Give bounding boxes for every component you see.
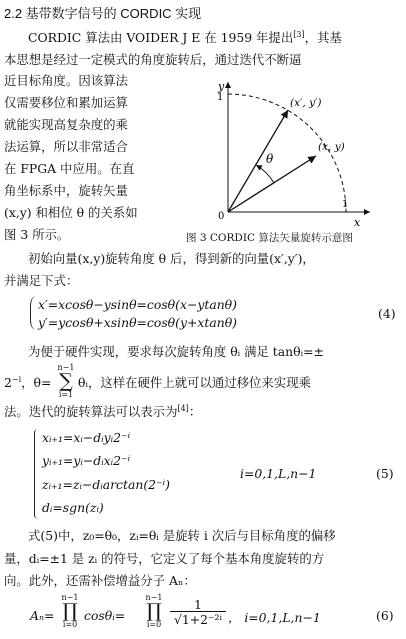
eq4-brace [30, 296, 36, 330]
paragraph1-line6: 法运算，所以非常适合 [4, 139, 128, 154]
paragraph2-line2: 并满足下式： [4, 273, 79, 288]
prod2-block [142, 593, 166, 629]
label-one-x: 1 [342, 199, 349, 210]
eq5-row4: dᵢ=sgn(zᵢ) [42, 500, 104, 515]
paragraph1-line1 [28, 30, 342, 45]
eq6-condition: ， i=0,1,L,n−1 [228, 610, 321, 625]
theta-arc [256, 165, 274, 183]
eq6-fraction [170, 598, 226, 627]
paragraph1-line2: 本思想是经过一定模式的角度旋转后，通过迭代不断逼 [4, 52, 302, 67]
paragraph1-line9: (x,y) 和相位 θ 的关系如 [4, 205, 138, 220]
eq5-brace [34, 429, 39, 519]
paragraph1-line8: 角坐标系中，旋转矢量 [4, 183, 128, 198]
sum-symbol-block [55, 363, 77, 399]
paragraph1-line4: 仅需要移位和累加运算 [4, 95, 128, 110]
sum-bottom: i=1 [58, 390, 74, 399]
product-icon-2: ∏ [146, 600, 162, 622]
paragraph3-colon: ： [188, 404, 202, 419]
paragraph3-line2-a [4, 375, 51, 390]
prod1-bottom: i=0 [62, 620, 78, 629]
eq5-row2: yᵢ₊₁=yᵢ−dᵢxᵢ2⁻ⁱ [42, 453, 131, 468]
figure-vector-rotation [190, 76, 400, 226]
product-icon: ∏ [62, 600, 78, 622]
eq4-row2: y′=ycosθ+xsinθ=cosθ(y+xtanθ) [38, 315, 237, 330]
sum-top: n−1 [57, 363, 75, 372]
power-exponent: −i [11, 375, 22, 384]
eq4-row1: x′=xcosθ−ysinθ=cosθ(x−ytanθ) [38, 297, 237, 312]
label-point-new: (x′, y′) [290, 97, 322, 109]
figure-caption: 图 3 CORDIC 算法矢量旋转示意图 [186, 232, 353, 244]
paragraph1-line1-text: CORDIC 算法由 VOIDER J E 在 1959 年提出 [28, 30, 294, 45]
prod2-top: n−1 [145, 593, 163, 602]
vector-new [228, 110, 288, 212]
paragraph4-line1: 式(5)中，z₀=θ₀，zᵢ=θᵢ 是旋转 i 次后与目标角度的偏移 [28, 528, 336, 543]
prod2-bottom: i=0 [146, 620, 162, 629]
paragraph3-line2-c: θᵢ，这样在硬件上就可以通过移位来实现乘 [78, 375, 311, 390]
paragraph1-line10: 图 3 所示。 [4, 227, 70, 242]
prod1-block [58, 593, 82, 629]
section-title: 2.2 基带数字信号的 CORDIC 实现 [4, 6, 202, 21]
fraction-numerator: 1 [170, 598, 226, 612]
eq5-condition: i=0,1,L,n−1 [240, 466, 317, 481]
label-theta: θ [266, 152, 274, 166]
reference-3: [3] [293, 30, 305, 39]
paragraph2-line1: 初始向量(x,y)旋转角度 θ 后，得到新的向量(x′,y′)， [28, 251, 315, 266]
label-y: y [218, 80, 225, 93]
paragraph4-line2: 量，dᵢ=±1 是 zᵢ 的符号，它定义了每个基本角度旋转的方 [4, 551, 325, 566]
label-x: x [354, 216, 361, 226]
label-one-y: 1 [217, 92, 224, 103]
paragraph1-line1-tail: ，其基 [304, 30, 342, 45]
power-base: 2 [4, 375, 12, 390]
fraction-denominator: √1+2⁻²ⁱ [173, 612, 223, 627]
paragraph3-line3 [4, 404, 201, 419]
eq6-mid: cosθᵢ= [84, 608, 126, 623]
eq5-row3: zᵢ₊₁=zᵢ−dᵢarctan(2⁻ⁱ) [42, 477, 170, 492]
paragraph1-line5: 就能实现高复杂度的乘 [4, 117, 128, 132]
reference-4: [4] [177, 404, 189, 413]
sum-icon: ∑ [59, 370, 73, 392]
eq5-number: (5) [376, 466, 394, 481]
eq6-number: (6) [376, 608, 394, 623]
label-point-old: (x, y) [318, 141, 345, 153]
label-origin: 0 [218, 211, 225, 222]
paragraph3-line1: 为便于硬件实现，要求每次旋转角度 θᵢ 满足 tanθᵢ=± [28, 344, 324, 359]
eq6-lhs: Aₙ= [30, 608, 55, 623]
eq5-row1: xᵢ₊₁=xᵢ−dᵢyᵢ2⁻ⁱ [42, 430, 131, 445]
theta-equals: ，θ= [21, 375, 52, 390]
paragraph4-line3: 向。此外，还需补偿增益分子 Aₙ： [4, 573, 196, 588]
eq4-number: (4) [378, 306, 396, 321]
paragraph1-line7: 在 FPGA 中应用。在直 [4, 161, 135, 176]
paragraph3-line3-text: 法。迭代的旋转算法可以表示为 [4, 404, 178, 419]
paragraph1-line3: 近目标角度。因该算法 [4, 73, 128, 88]
prod1-top: n−1 [61, 593, 79, 602]
